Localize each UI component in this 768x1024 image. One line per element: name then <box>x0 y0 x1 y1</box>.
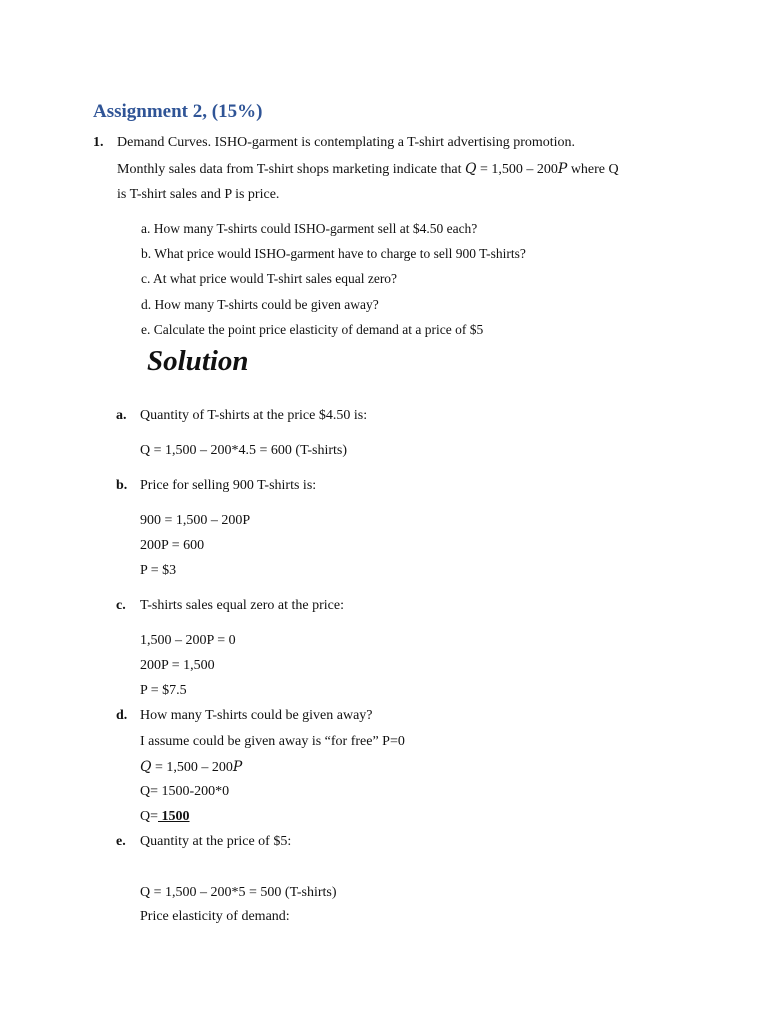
solution-b-line-1: 900 = 1,500 – 200P <box>140 513 251 528</box>
solution-b-line-2: 200P = 600 <box>140 538 205 553</box>
question-part-b: b. What price would ISHO-garment have to charge to sell 900 T-shirts? <box>141 246 526 261</box>
solution-d-eq-q: Q <box>140 759 152 775</box>
solution-d-line-3: Q= 1500-200*0 <box>140 784 230 799</box>
question-line-2-post: where Q <box>567 162 619 177</box>
solution-c-line-3: P = $7.5 <box>140 683 187 698</box>
solution-d-line-4 <box>140 809 190 825</box>
solution-a-intro: Quantity of T-shirts at the price $4.50 is: <box>140 408 368 423</box>
solution-d-line-1: I assume could be given away is “for free” P=0 <box>140 734 405 749</box>
solution-c-intro: T-shirts sales equal zero at the price: <box>140 598 344 613</box>
question-part-d: d. How many T-shirts could be given away? <box>141 297 379 312</box>
solution-a-line-1: Q = 1,500 – 200*4.5 = 600 (T-shirts) <box>140 443 347 458</box>
solution-c-label: c. <box>116 598 126 613</box>
solution-heading: Solution <box>147 345 249 377</box>
solution-c-line-2: 200P = 1,500 <box>140 658 215 673</box>
question-line-2-pre: Monthly sales data from T-shirt shops marketing indicate that <box>117 162 465 177</box>
solution-e-label: e. <box>116 834 126 849</box>
question-part-a: a. How many T-shirts could ISHO-garment sell at $4.50 each? <box>141 221 478 236</box>
solution-d-eq-p: P <box>232 759 243 775</box>
demand-eq-q: Q <box>465 161 477 177</box>
solution-c-line-1: 1,500 – 200P = 0 <box>140 633 236 648</box>
question-line-2 <box>117 161 619 178</box>
solution-d-eq-mid: = 1,500 – 200 <box>151 760 233 775</box>
solution-d-line-4-pre: Q= <box>140 809 159 824</box>
solution-b-label: b. <box>116 478 128 493</box>
solution-d-label: d. <box>116 708 128 723</box>
solution-e-line-2: Price elasticity of demand: <box>140 909 290 924</box>
question-part-e: e. Calculate the point price elasticity of demand at a price of $5 <box>141 322 484 337</box>
solution-b-intro: Price for selling 900 T-shirts is: <box>140 478 317 493</box>
question-number: 1. <box>93 135 104 150</box>
solution-e-line-1: Q = 1,500 – 200*5 = 500 (T-shirts) <box>140 885 337 900</box>
solution-d-answer: 1500 <box>158 809 190 824</box>
question-line-1: Demand Curves. ISHO-garment is contemplating a T-shirt advertising promotion. <box>117 135 576 150</box>
solution-b-line-3: P = $3 <box>140 563 177 578</box>
assignment-title: Assignment 2, (15%) <box>93 101 263 122</box>
solution-e-intro: Quantity at the price of $5: <box>140 834 292 849</box>
solution-d-intro: How many T-shirts could be given away? <box>140 708 373 723</box>
solution-d-equation <box>140 759 242 776</box>
demand-eq-p: P <box>557 161 568 177</box>
question-part-c: c. At what price would T-shirt sales equal zero? <box>141 271 398 286</box>
solution-a-label: a. <box>116 408 127 423</box>
demand-eq-mid: = 1,500 – 200 <box>476 162 558 177</box>
question-line-3: is T-shirt sales and P is price. <box>117 187 280 202</box>
